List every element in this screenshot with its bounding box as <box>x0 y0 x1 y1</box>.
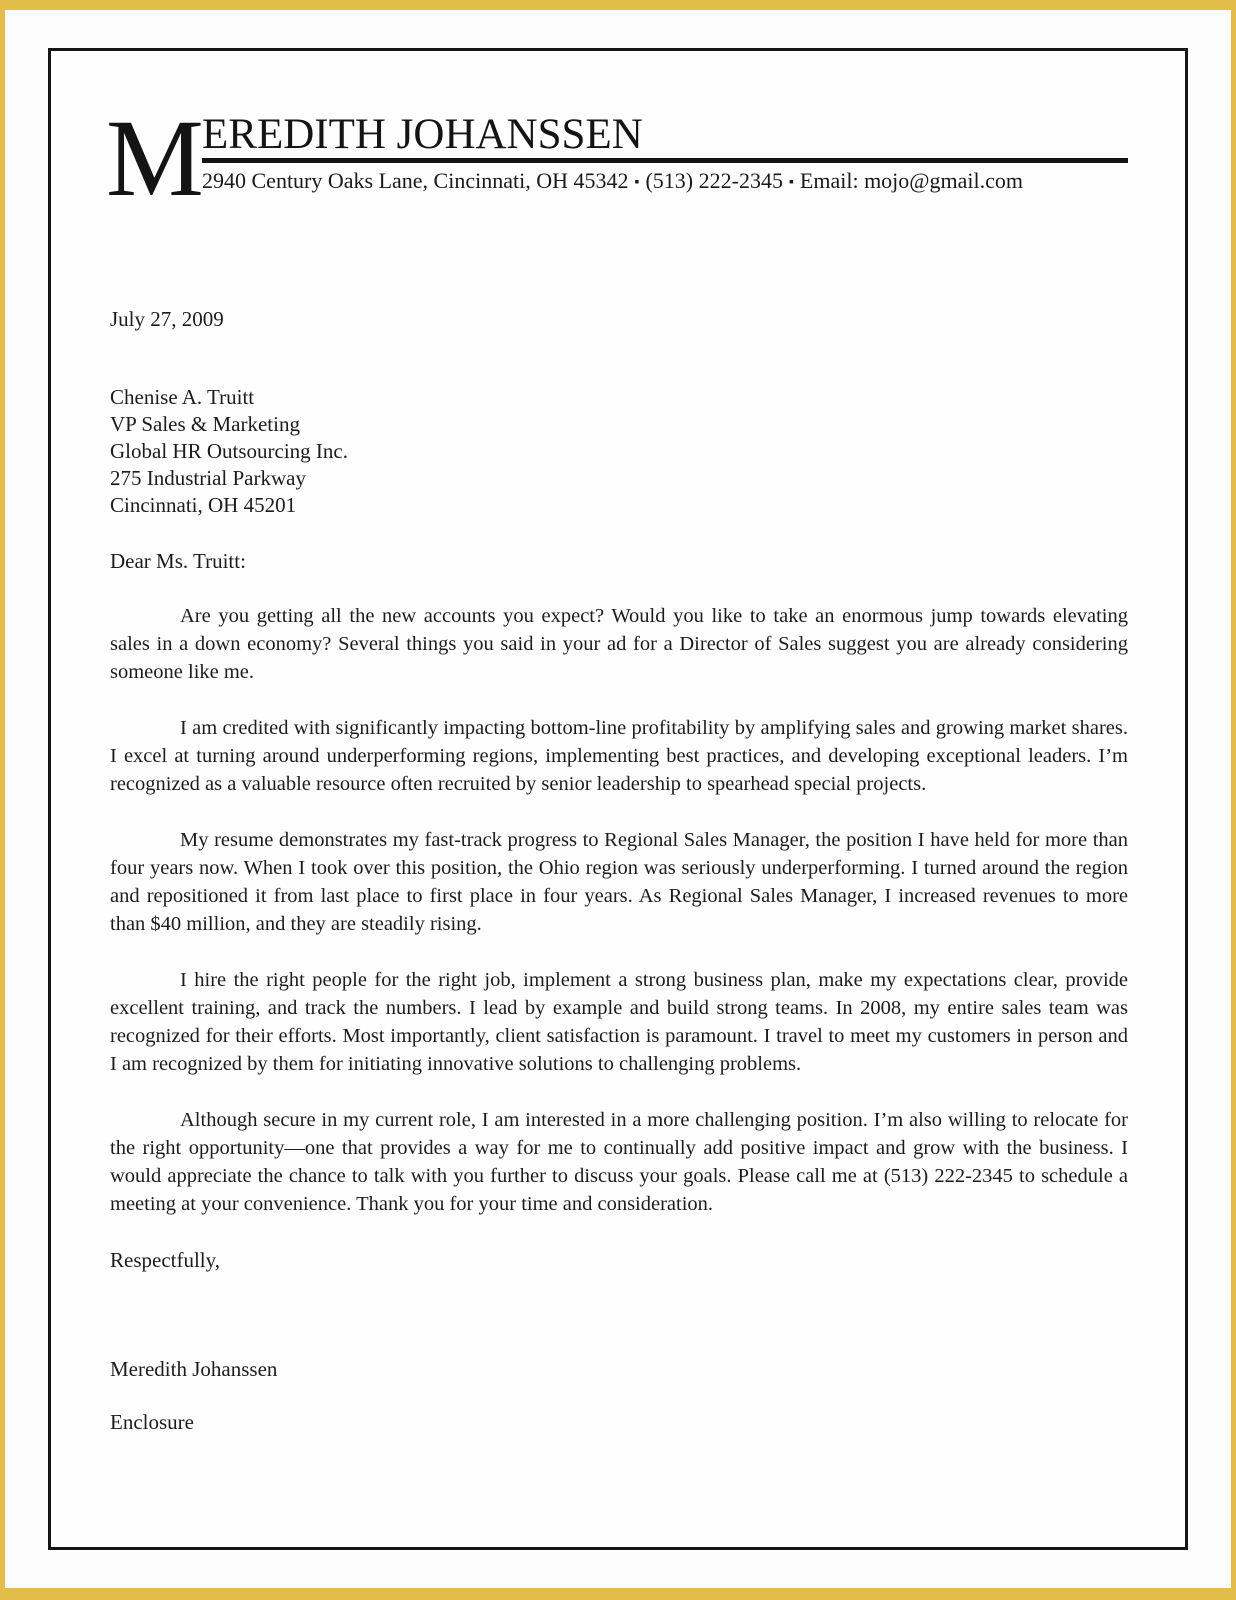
recipient-company: Global HR Outsourcing Inc. <box>110 439 348 463</box>
letterhead-contact-line <box>202 163 1128 194</box>
body-paragraph: I am credited with significantly impacting bottom-line profitability by amplifying sales and growing market shares. I excel at turning around underperforming regions, implementing best practices, and developing exceptional leaders. I’m recognized as a valuable resource often recruited by senior leadership to spearhead special projects. <box>110 717 1128 795</box>
recipient-title: VP Sales & Marketing <box>110 412 300 436</box>
recipient-name: Chenise A. Truitt <box>110 385 255 409</box>
letter-page <box>48 48 1188 1550</box>
contact-phone: (513) 222-2345 <box>645 168 783 193</box>
recipient-block <box>110 384 1128 519</box>
letterhead-right <box>202 113 1128 194</box>
bullet-separator-icon: ▪ <box>788 175 794 190</box>
body-paragraph: Are you getting all the new accounts you expect? Would you like to take an enormous jump towards elevating sales in a down economy? Several things you said in your ad for a Director of Sales suggest you are already considering someone like me. <box>110 605 1128 683</box>
body-paragraph: My resume demonstrates my fast-track progress to Regional Sales Manager, the position I have held for more than four years now. When I took over this position, the Ohio region was seriously underperforming. I turned around the region and repositioned it from last place to first place in four years. As Regional Sales Manager, I increased revenues to more than $40 million, and they are steadily rising. <box>110 829 1128 935</box>
bullet-separator-icon: ▪ <box>634 175 640 190</box>
closing-valediction: Respectfully, <box>110 1248 221 1272</box>
letter-date: July 27, 2009 <box>110 307 224 331</box>
outer-margin <box>5 10 1231 1588</box>
contact-address: 2940 Century Oaks Lane, Cincinnati, OH 45342 <box>202 168 629 193</box>
contact-email: Email: mojo@gmail.com <box>799 168 1024 193</box>
letter-content <box>51 51 1185 1435</box>
recipient-street: 275 Industrial Parkway <box>110 466 306 490</box>
body-paragraph: I hire the right people for the right job, implement a strong business plan, make my expectations clear, provide excellent training, and track the numbers. I lead by example and build strong teams. In 2008, my entire sales team was recognized for their efforts. Most importantly, client satisfaction is paramount. I travel to meet my customers in person and I am recognized by them for initiating innovative solutions to challenging problems. <box>110 969 1128 1075</box>
enclosure-note: Enclosure <box>110 1410 194 1434</box>
signature-name: Meredith Johanssen <box>110 1357 278 1381</box>
salutation: Dear Ms. Truitt: <box>110 549 246 573</box>
recipient-city: Cincinnati, OH 45201 <box>110 493 297 517</box>
body-paragraph: Although secure in my current role, I am interested in a more challenging position. I’m also willing to relocate for the right opportunity—one that provides a way for me to continually add positive impact and grow with the business. I would appreciate the chance to talk with you further to discuss your goals. Please call me at (513) 222-2345 to schedule a meeting at your convenience. Thank you for your time and consideration. <box>110 1109 1128 1215</box>
letterhead <box>106 97 1128 219</box>
letterhead-name: EREDITH JOHANSSEN <box>202 111 643 158</box>
dropcap-initial: M <box>106 97 204 219</box>
